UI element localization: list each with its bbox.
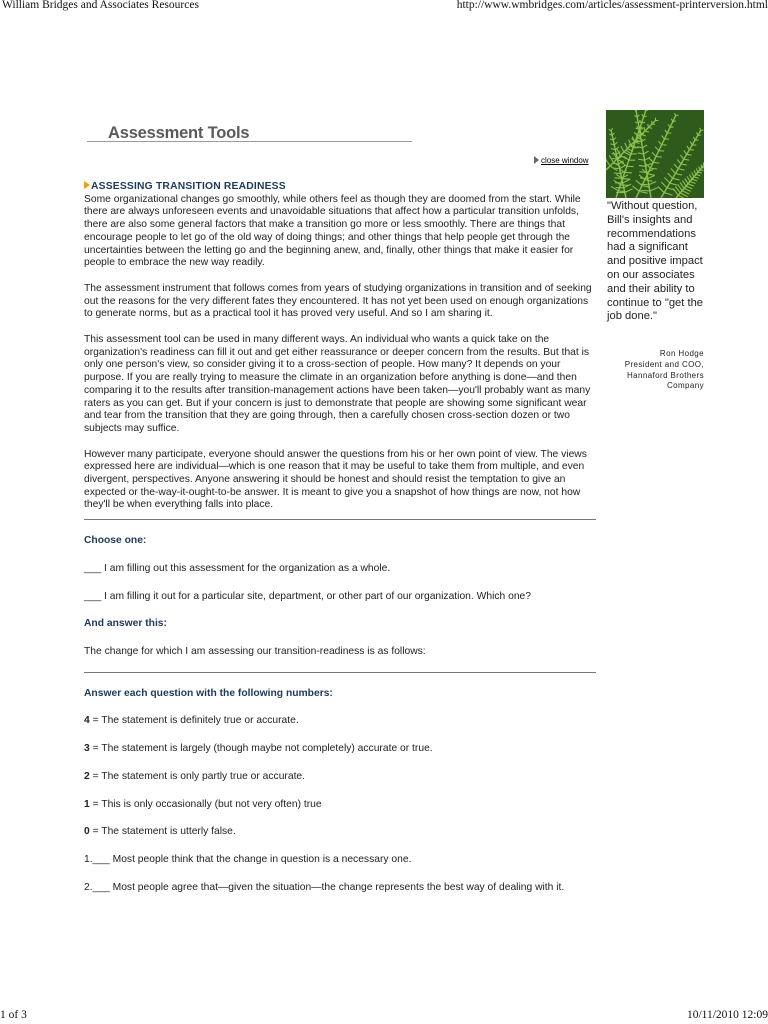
attribution-company-suffix: Company <box>666 381 704 391</box>
answer-this-text: The change for which I am assessing our transition-readiness is as follows: <box>84 645 426 657</box>
section-divider-1 <box>84 519 596 520</box>
close-window-label: close window <box>541 156 589 165</box>
scale-number: 3 <box>84 743 90 755</box>
print-header <box>0 0 768 14</box>
scale-item-2 <box>84 771 596 784</box>
attribution-company: Hannaford Brothers <box>626 370 704 380</box>
choose-option-department: ___ I am filling it out for a particular site, department, or other part of our organization. Which one? <box>84 590 532 602</box>
print-footer <box>0 1008 768 1024</box>
scale-number: 2 <box>84 770 90 782</box>
arrow-right-icon <box>534 156 539 164</box>
print-footer-datetime: 10/11/2010 12:09 <box>686 1009 768 1021</box>
fern-leaves-image <box>606 110 704 198</box>
print-header-site: William Bridges and Associates Resources <box>2 0 199 11</box>
section-divider-2 <box>84 672 596 673</box>
scale-item-0 <box>84 826 596 839</box>
paragraph-1: Some organizational changes go smoothly, while others feel as though they are doomed from the start. While there are always unforeseen events and unavoidable situations that affect how a particular transition unfolds, there are also some general factors that make a transition go more or less smoothly. There are things that encourage people to let go of the old way of doing things; and other things that help people get through the uncertainties between the letting go and the beginning anew, and, finally, other things that make it easier for people to embrace the new way readily. <box>84 193 581 269</box>
orange-arrow-icon <box>84 181 90 189</box>
print-footer-page: 1 of 3 <box>0 1009 27 1021</box>
answer-this-heading: And answer this: <box>84 618 167 630</box>
scale-item-1 <box>84 799 596 812</box>
choose-option-organization: ___ I am filling out this assessment for the organization as a whole. <box>84 562 391 574</box>
print-header-url: http://www.wmbridges.com/articles/assessment-printerversion.html <box>456 0 768 11</box>
scale-text: = The statement is utterly false. <box>89 826 236 838</box>
page-title: Assessment Tools <box>108 124 250 142</box>
attribution-name: Ron Hodge <box>659 349 704 358</box>
scale-text: = The statement is only partly true or accurate. <box>89 770 306 782</box>
scale-text: = The statement is definitely true or accurate. <box>89 715 299 727</box>
testimonial-attribution <box>606 349 704 392</box>
scale-heading: Answer each question with the following numbers: <box>84 687 333 699</box>
article-body <box>84 181 596 907</box>
close-window-link[interactable] <box>534 156 589 165</box>
question-2: 2.___ Most people agree that—given the situation—the change represents the best way of dealing with it. <box>84 881 565 893</box>
scale-number: 4 <box>84 715 90 727</box>
scale-number: 0 <box>84 826 90 838</box>
scale-text: = The statement is largely (though maybe not completely) accurate or true. <box>89 743 433 755</box>
title-divider <box>87 141 412 142</box>
scale-number: 1 <box>84 798 90 810</box>
question-1: 1.___ Most people think that the change in question is a necessary one. <box>84 853 412 865</box>
choose-one-heading: Choose one: <box>84 535 147 547</box>
section-heading <box>84 181 596 194</box>
paragraph-2: The assessment instrument that follows comes from years of studying organizations in transition and of seeking out the reasons for the very different fates they encountered. It has not yet been used on enough organizations to generate norms, but as a practical tool it has proved very useful. And so I am sharing it. <box>84 282 592 320</box>
scale-item-4 <box>84 715 596 728</box>
attribution-title: President and COO, <box>624 359 704 369</box>
scale-text: = This is only occasionally (but not very often) true <box>89 798 322 810</box>
scale-item-3 <box>84 743 596 756</box>
section-heading-text: ASSESSING TRANSITION READINESS <box>91 181 286 192</box>
paragraph-4: However many participate, everyone should answer the questions from his or her own point of view. The views expressed here are individual—which is one reason that it may be useful to take them from multiple, and even divergent, perspectives. Anyone answering it should be honest and should resist the temptation to give an expected or the-way-it-ought-to-be answer. It is meant to give you a snapshot of how things are now, not how they'll be when everything falls into place. <box>84 448 587 511</box>
testimonial-quote: "Without question, Bill's insights and recommendations had a significant and positive impact on our associates and their ability to continue to "get the job done." <box>607 200 704 323</box>
paragraph-3: This assessment tool can be used in many different ways. An individual who wants a quick take on the organization's readiness can fill it out and get either reassurance or deeper concern from the results. But that is only one person's view, so consider giving it to a cross-section of people. How many? It depends on your purpose. If you are really trying to measure the climate in an organization before anything is done—and then comparing it to the results after transition-management actions have been taken—you'll probably want as many raters as you can get. But if your concern is just to demonstrate that people are showing some significant wear and tear from the transition that they are going through, then a carefully chosen cross-section dozen or two subjects may suffice. <box>84 334 591 434</box>
